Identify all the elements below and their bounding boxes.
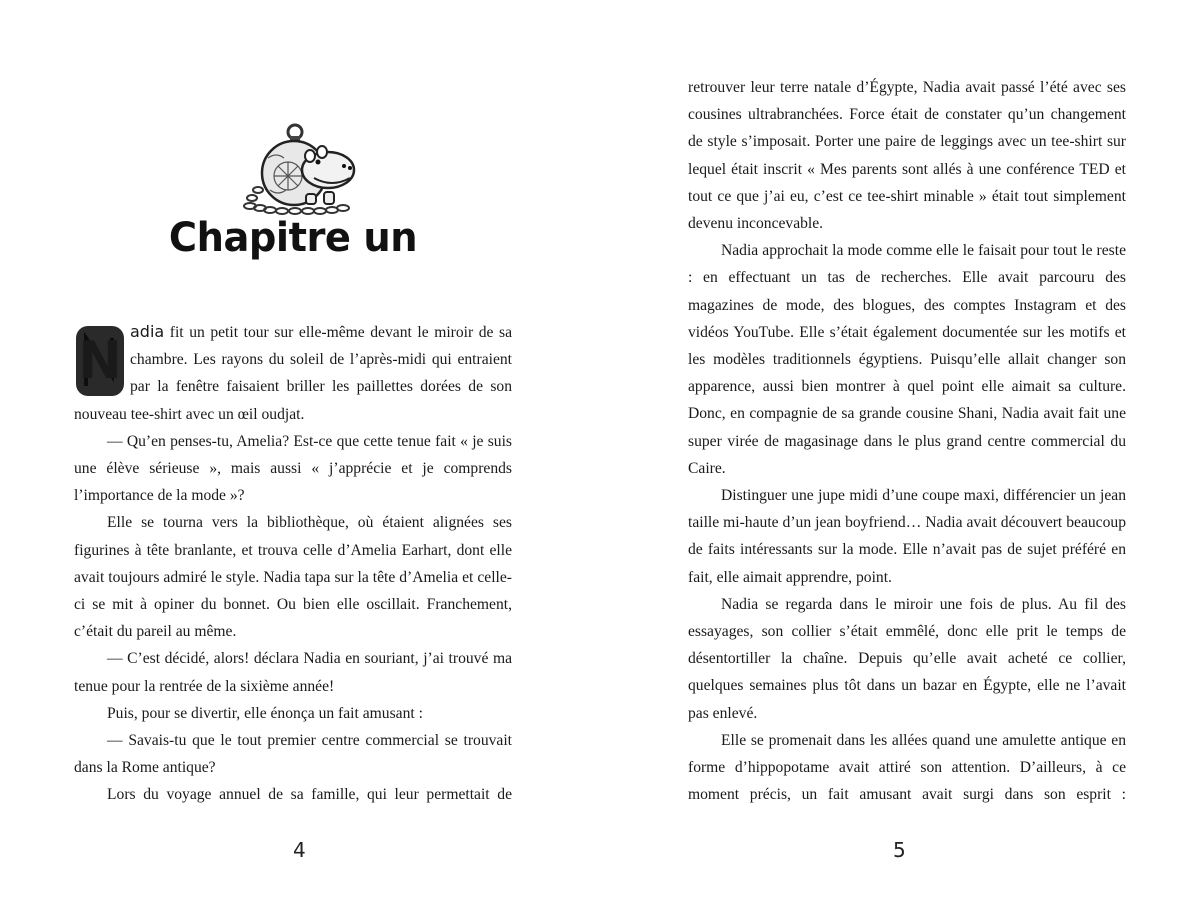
page-number-right: 5	[893, 838, 906, 862]
right-page-text	[688, 74, 1126, 808]
paragraph-4: — C’est décidé, alors! déclara Nadia en souriant, j’ai trouvé ma tenue pour la rentrée de la sixième année!	[74, 650, 512, 695]
drop-cap-letter: N	[78, 331, 122, 391]
right-paragraph-4: Nadia se regarda dans le miroir une fois de plus. Au fil des essayages, son collier s’était emmêlé, donc elle prit le temps de désentortiller la chaîne. Depuis qu’elle avait acheté ce collier, quelques semaines plus tôt dans un bazar en Égypte, elle ne l’avait pas enlevé.	[688, 595, 1126, 722]
paragraph-5: Puis, pour se divertir, elle énonça un fait amusant :	[107, 704, 423, 722]
paragraph-2: — Qu’en penses-tu, Amelia? Est-ce que cette tenue fait « je suis une élève sérieuse », mais aussi « j’apprécie et je comprends l’importance de la mode »?	[74, 432, 512, 505]
hippo-amulet-icon	[240, 118, 370, 218]
first-word-rest: adia	[130, 322, 165, 341]
right-page	[688, 0, 1126, 900]
drop-cap	[74, 322, 126, 398]
paragraph-6: — Savais-tu que le tout premier centre commercial se trouvait dans la Rome antique?	[74, 732, 512, 777]
left-page-text	[74, 318, 512, 809]
right-paragraph-3: Distinguer une jupe midi d’une coupe maxi, différencier un jean taille mi-haute d’un jean boyfriend… Nadia avait découvert beaucoup de faits intéressants sur la mode. Elle n’avait pas de sujet préféré en fait, elle aimait apprendre, point.	[688, 487, 1126, 586]
opening-paragraph	[74, 318, 512, 428]
right-paragraph-5: Elle se promenait dans les allées quand une amulette antique en forme d’hippopotame avait attiré son attention. D’ailleurs, à ce moment précis, un fait amusant avait surgi dans son esprit :	[688, 731, 1126, 804]
paragraph-3: Elle se tourna vers la bibliothèque, où étaient alignées ses figurines à tête branlante, et trouva celle d’Amelia Earhart, dont elle avait toujours admiré le style. Nadia tapa sur la tête d’Amelia et celle-ci se mit à opiner du bonnet. Ou bien elle oscillait. Franchement, c’était du pareil au même.	[74, 514, 512, 641]
chapter-title: Chapitre un	[168, 215, 418, 261]
page-number-left: 4	[293, 838, 306, 862]
left-page	[74, 0, 512, 900]
right-paragraph-2: Nadia approchait la mode comme elle le faisait pour tout le reste : en effectuant un tas de recherches. Elle avait parcouru des magazines de mode, des blogues, des comptes Instagram et des vidéos YouTube. Elle s’était également documentée sur les motifs et les modèles traditionnels égyptiens. Puisqu’elle allait changer son apparence, aussi bien montrer à quel point elle aimait sa culture. Donc, en compagnie de sa grande cousine Shani, Nadia avait fait une super virée de magasinage dans le plus grand centre commercial du Caire.	[688, 242, 1126, 477]
right-paragraph-1: retrouver leur terre natale d’Égypte, Nadia avait passé l’été avec ses cousines ultrabranchées. Force était de constater qu’un changement de style s’imposait. Porter une paire de leggings avec un tee-shirt sur lequel était inscrit « Mes parents sont allés à une conférence TED et tout ce que j’ai eu, c’est ce tee-shirt minable » était tout simplement devenu inconcevable.	[688, 79, 1126, 233]
paragraph-7: Lors du voyage annuel de sa famille, qui leur permettait de	[107, 786, 512, 804]
paragraph-1: fit un petit tour sur elle-même devant le miroir de sa chambre. Les rayons du soleil de l’après-midi qui entraient par la fenêtre faisaient briller les paillettes dorées de son nouveau tee-shirt avec un œil oudjat.	[74, 324, 512, 423]
